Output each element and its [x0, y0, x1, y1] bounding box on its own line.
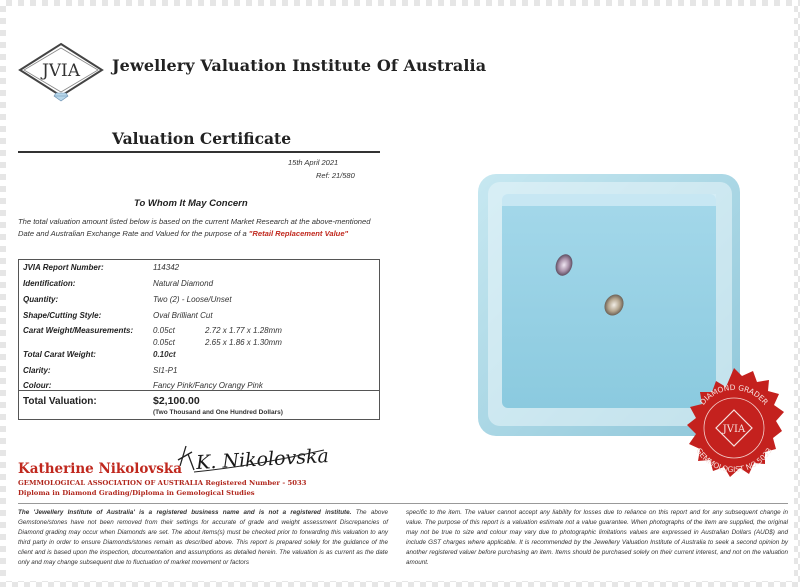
total-valuation-value: $2,100.00 [153, 395, 200, 407]
report-row-value: 114342 [153, 263, 180, 272]
report-row-label: Carat Weight/Measurements: [23, 326, 134, 335]
diamond-grader-seal [672, 366, 796, 490]
report-row-label: Clarity: [23, 366, 51, 375]
report-row [23, 295, 373, 307]
intro-text: The total valuation amount listed below is based on the current Market Research at the above-mentioned Date and Australian Exchange Rate and Valued for the purpose of a [18, 217, 371, 238]
report-row-label: Shape/Cutting Style: [23, 311, 102, 320]
valuer-name: Katherine Nikolovska [18, 461, 182, 477]
disclaimer-body: The above Gemstone/stones have not been removed from their settings for accurate of grade and weight assessment Discrepancies of Diamond grading may occur when Diamonds are set. The about items(s) must be checked prior to forwarding this valuation to any third party in order to ensure Diamonds/stones remain as described above. This report is prepared solely for the guidance of the client and is based upon the inspection, documentation and assumptions as detailed herein. The valuation is as current as the date only and may change subsequent due to fluctuation of market movement or factors [18, 509, 388, 566]
handwritten-signature [174, 436, 334, 480]
valuation-purpose: "Retail Replacement Value" [248, 229, 349, 238]
total-valuation-words: (Two Thousand and One Hundred Dollars) [153, 409, 283, 416]
report-row [23, 279, 373, 291]
certificate-title: Valuation Certificate [112, 129, 292, 148]
diploma-credentials: Diploma in Diamond Grading/Diploma in Gemological Studies [18, 489, 255, 497]
total-valuation-label: Total Valuation: [23, 396, 97, 407]
certificate-page [6, 6, 794, 581]
report-row-value: 0.05ct [153, 338, 175, 347]
intro-paragraph [18, 216, 380, 240]
report-row [23, 311, 373, 323]
report-row [23, 350, 373, 362]
logo-text: JVIA [41, 61, 81, 81]
report-row-label: Quantity: [23, 295, 59, 304]
report-row [23, 263, 373, 275]
report-row-measurement: 2.72 x 1.77 x 1.28mm [205, 326, 282, 335]
report-row-value: Fancy Pink/Fancy Orangy Pink [153, 381, 263, 390]
report-row [23, 326, 373, 338]
report-row-label: Total Carat Weight: [23, 350, 96, 359]
salutation: To Whom It May Concern [134, 198, 248, 209]
report-table [18, 259, 380, 420]
report-row-value: Oval Brilliant Cut [153, 311, 213, 320]
signature-text: K. Nikolovska [195, 445, 330, 475]
report-row-value: 0.05ct [153, 326, 175, 335]
certificate-date: 15th April 2021 [288, 158, 339, 167]
report-row-label: JVIA Report Number: [23, 263, 104, 272]
gemmological-registration: GEMMOLOGICAL ASSOCIATION OF AUSTRALIA Registered Number - 5033 [18, 479, 307, 487]
diamond-icon [54, 93, 68, 101]
disclaimer-heading: The 'Jewellery Institute of Australia' is a registered business name and is not a registered institute. [18, 509, 352, 516]
disclaimer-right: specific to the item. The valuer cannot accept any liability for losses due to reliance on this report and for any subsequent change in value. The purpose of this report is a valuation estimate not a value guarantee. When photographs of the item are supplied, the original may not be true to size and colour may vary due to photographic limitations values are expressed in Australian Dollars (AUD$) and include GST charges where applicable. It is recommended by the Jewellery Valuation Institute of Australia to seek a second opinion by another registered valuer before purchasing an item. Items should be purchased solely on their current interest, and not on the valuation amount. [406, 509, 788, 566]
institute-name: Jewellery Valuation Institute Of Australia [112, 56, 487, 75]
reference-number: Ref: 21/580 [316, 171, 355, 180]
report-row-measurement: 2.65 x 1.86 x 1.30mm [205, 338, 282, 347]
report-row-label: Colour: [23, 381, 52, 390]
report-row [23, 366, 373, 378]
title-divider [18, 151, 380, 153]
disclaimer-left [18, 508, 388, 568]
seal-top-text: DIAMOND GRADER [698, 382, 770, 407]
report-row-value: SI1-P1 [153, 366, 178, 375]
report-row-value: Natural Diamond [153, 279, 214, 288]
seal-center-text: JVIA [722, 424, 746, 435]
report-row [23, 338, 373, 350]
report-row-value: 0.10ct [153, 350, 176, 359]
report-row [23, 381, 373, 393]
jvia-logo [18, 42, 104, 102]
total-divider [19, 390, 379, 391]
seal-bottom-text: GEMMOLOGIST NO.5033 [694, 446, 774, 475]
disclaimer-divider [18, 503, 788, 504]
report-row-label: Identification: [23, 279, 76, 288]
report-row-value: Two (2) - Loose/Unset [153, 295, 232, 304]
